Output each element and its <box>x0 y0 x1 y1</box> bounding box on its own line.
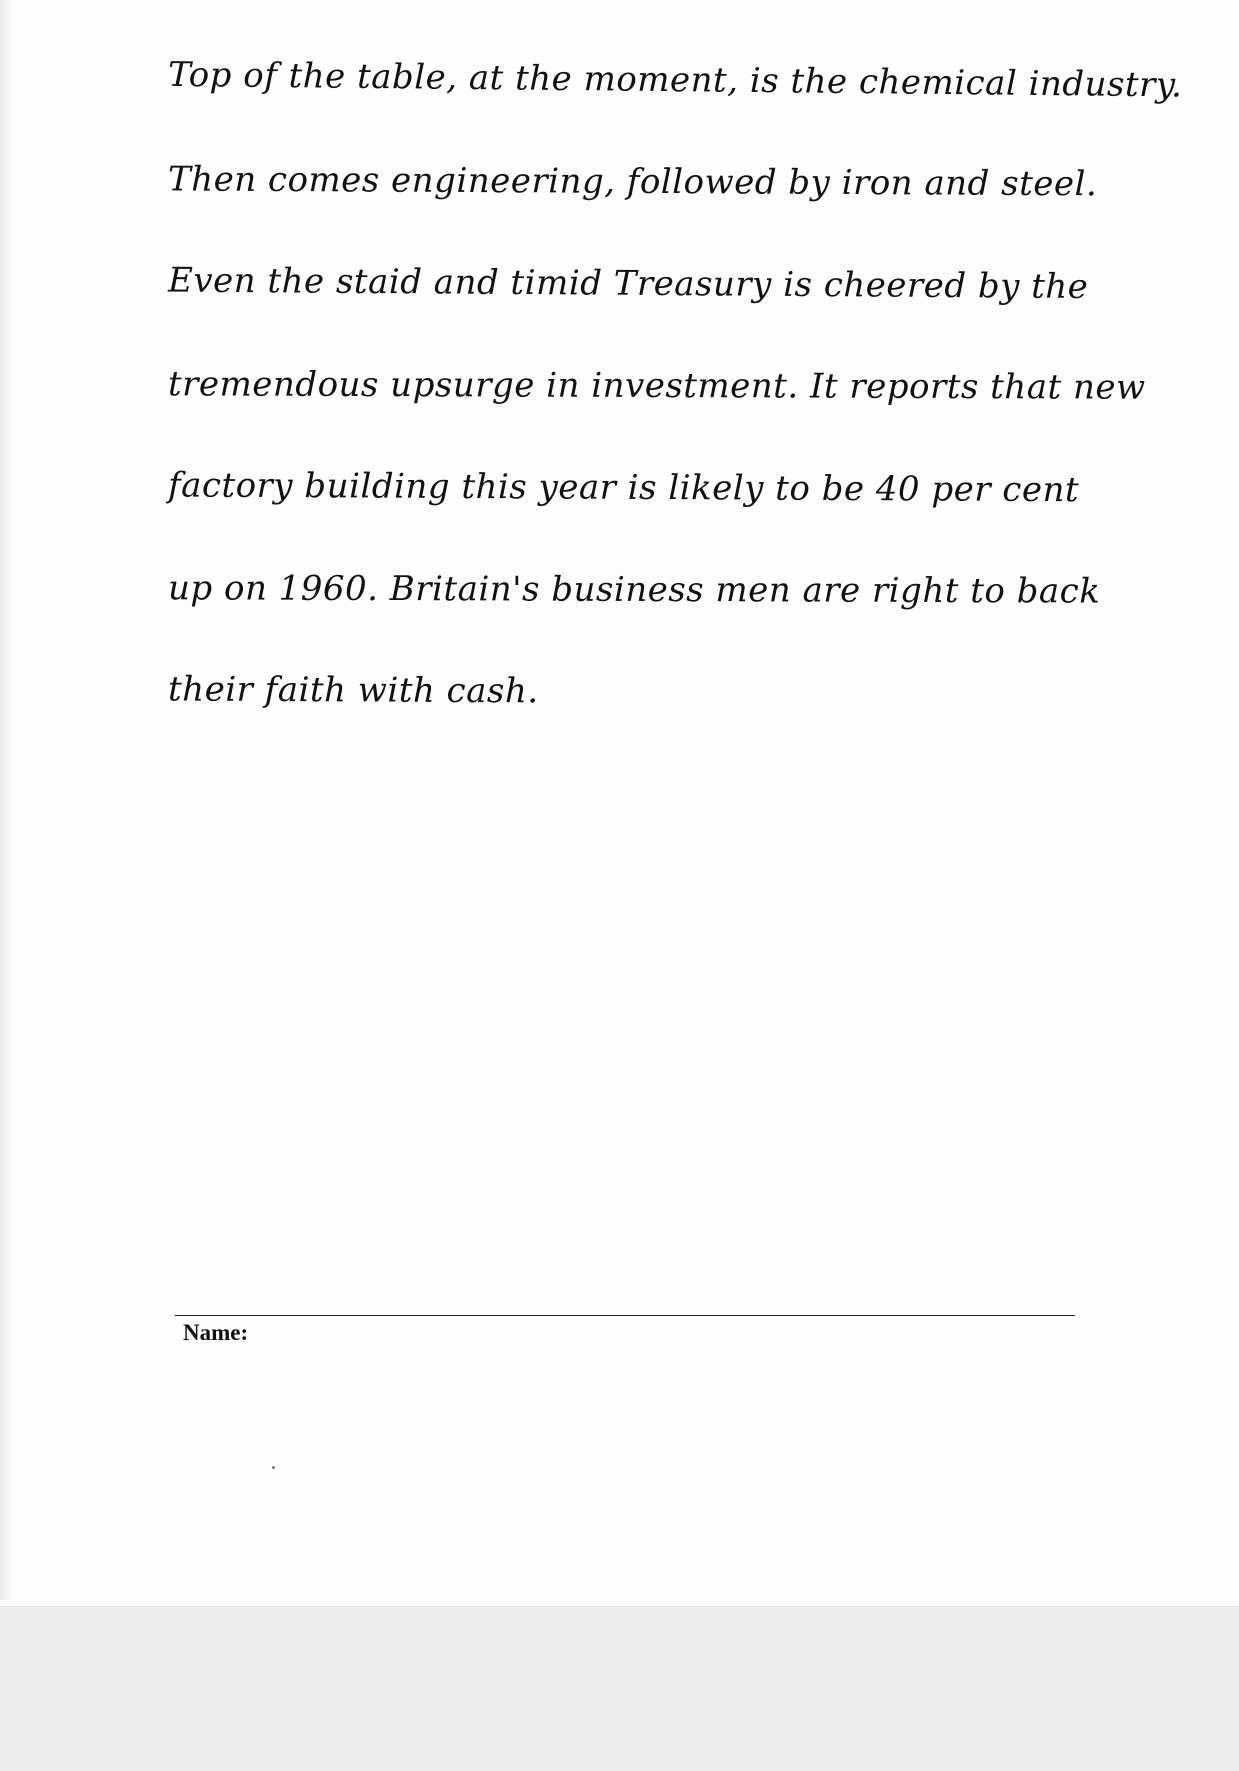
scan-shadow-left <box>0 0 14 1600</box>
handwritten-line: Then comes engineering, followed by iron and steel. <box>167 159 1098 205</box>
signature-divider-line <box>175 1315 1075 1316</box>
scan-speck <box>272 1466 275 1469</box>
handwritten-line: their faith with cash. <box>167 669 539 712</box>
handwritten-line: tremendous upsurge in investment. It reports that new <box>167 364 1146 408</box>
name-field-label: Name: <box>183 1320 249 1345</box>
handwritten-text-block <box>167 40 1183 754</box>
handwritten-line: up on 1960. Britain's business men are right to back <box>167 568 1101 612</box>
scan-bottom-margin <box>0 1606 1239 1771</box>
handwritten-line: Even the staid and timid Treasury is cheered by the <box>167 260 1089 307</box>
handwritten-line: Top of the table, at the moment, is the chemical industry. <box>167 54 1183 106</box>
handwritten-line: factory building this year is likely to be 40 per cent <box>167 465 1080 511</box>
